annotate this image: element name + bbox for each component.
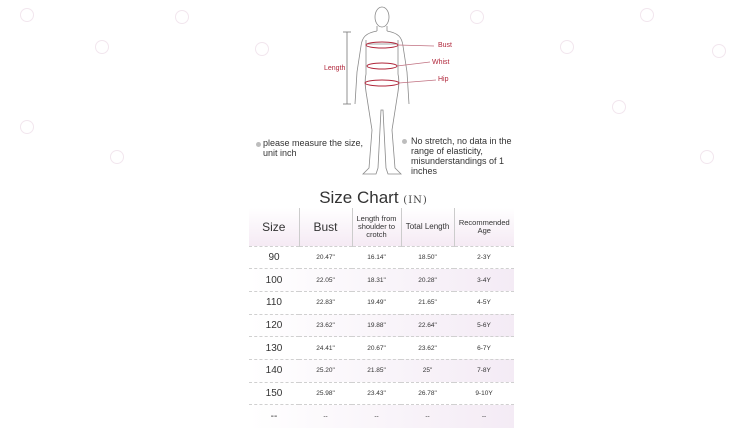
note-right: No stretch, no data in the range of elasticity, misunderstandings of 1 inches bbox=[411, 136, 512, 176]
cell-total-length: 21.65" bbox=[418, 299, 437, 307]
cell-age: 2-3Y bbox=[477, 253, 491, 261]
cell-size: 140 bbox=[265, 365, 283, 377]
cell-bust: 25.98" bbox=[316, 389, 335, 397]
table-row bbox=[249, 246, 514, 269]
note-bullet-left bbox=[256, 142, 261, 147]
figure-body-outline bbox=[363, 40, 401, 174]
cell-length: 19.88" bbox=[367, 321, 386, 329]
cell-length: 16.14" bbox=[367, 253, 386, 261]
cell-total-length: 26.78" bbox=[418, 389, 437, 397]
cell-length: 21.85" bbox=[367, 367, 386, 375]
header-length-shoulder-crotch: Length from shoulder to crotch bbox=[352, 208, 401, 246]
bust-label: Bust bbox=[438, 42, 453, 49]
cell-total-length: 22.64" bbox=[418, 321, 437, 329]
cell-age: 5-6Y bbox=[477, 321, 491, 329]
waist-band bbox=[367, 63, 397, 69]
cell-age: 4-5Y bbox=[477, 299, 491, 307]
bust-leader bbox=[398, 45, 434, 46]
cell-bust: 20.47" bbox=[316, 253, 335, 261]
table-row bbox=[249, 337, 514, 360]
cell-total-length: 23.62" bbox=[418, 344, 437, 352]
cell-bust: 25.20" bbox=[316, 367, 335, 375]
table-row bbox=[249, 291, 514, 314]
hip-label: Hip bbox=[438, 76, 449, 83]
cell-length: 20.67" bbox=[367, 344, 386, 352]
hip-band bbox=[365, 80, 399, 86]
cell-bust: 23.62" bbox=[316, 321, 335, 329]
note-left: please measure the size, unit inch bbox=[263, 138, 364, 158]
hip-leader bbox=[399, 80, 436, 83]
cell-bust: 24.41" bbox=[316, 344, 335, 352]
cell-age: 7-8Y bbox=[477, 367, 491, 375]
figure-head bbox=[375, 7, 389, 27]
cell-size: 110 bbox=[266, 297, 282, 309]
cell-size: 90 bbox=[268, 251, 280, 263]
cell-total-length: 25" bbox=[422, 367, 433, 375]
header-recommended-age: Recommended Age bbox=[458, 217, 510, 235]
cell-total-length: 20.28" bbox=[418, 276, 437, 284]
size-chart-title bbox=[0, 188, 747, 208]
cell-size: 130 bbox=[265, 342, 283, 354]
table-row bbox=[249, 314, 514, 337]
table-row bbox=[249, 382, 514, 405]
cell-size: -- bbox=[270, 410, 278, 422]
cell-age: 3-4Y bbox=[477, 276, 491, 284]
header-size: Size bbox=[249, 208, 299, 246]
cell-size: 150 bbox=[265, 387, 283, 399]
cell-length: -- bbox=[374, 412, 379, 420]
header-bust: Bust bbox=[299, 208, 352, 246]
length-label: Length bbox=[324, 65, 346, 72]
cell-length: 18.31" bbox=[367, 276, 386, 284]
waist-label: Whist bbox=[432, 59, 450, 66]
cell-size: 100 bbox=[265, 274, 283, 286]
header-total-length: Total Length bbox=[401, 208, 454, 246]
size-chart-unit: (IN) bbox=[403, 195, 428, 206]
cell-length: 23.43" bbox=[367, 389, 386, 397]
cell-bust: 22.05" bbox=[316, 276, 335, 284]
cell-age: 9-10Y bbox=[475, 389, 493, 397]
cell-size: 120 bbox=[265, 319, 283, 331]
table-header-row bbox=[249, 208, 514, 246]
cell-bust: -- bbox=[323, 412, 328, 420]
cell-age: 6-7Y bbox=[477, 344, 491, 352]
size-chart-table bbox=[249, 208, 514, 428]
cell-total-length: 18.50" bbox=[418, 253, 437, 261]
waist-leader bbox=[397, 62, 430, 66]
table-row bbox=[249, 359, 514, 382]
cell-total-length: -- bbox=[425, 412, 430, 420]
bust-band bbox=[366, 42, 398, 48]
table-row bbox=[249, 269, 514, 292]
cell-age: -- bbox=[481, 412, 487, 420]
table-row bbox=[249, 405, 514, 428]
cell-length: 19.49" bbox=[367, 299, 386, 307]
note-bullet-right bbox=[402, 139, 407, 144]
cell-bust: 22.83" bbox=[316, 299, 335, 307]
size-chart-title-text: Size Chart bbox=[319, 188, 399, 207]
body-measurement-figure bbox=[0, 0, 747, 190]
